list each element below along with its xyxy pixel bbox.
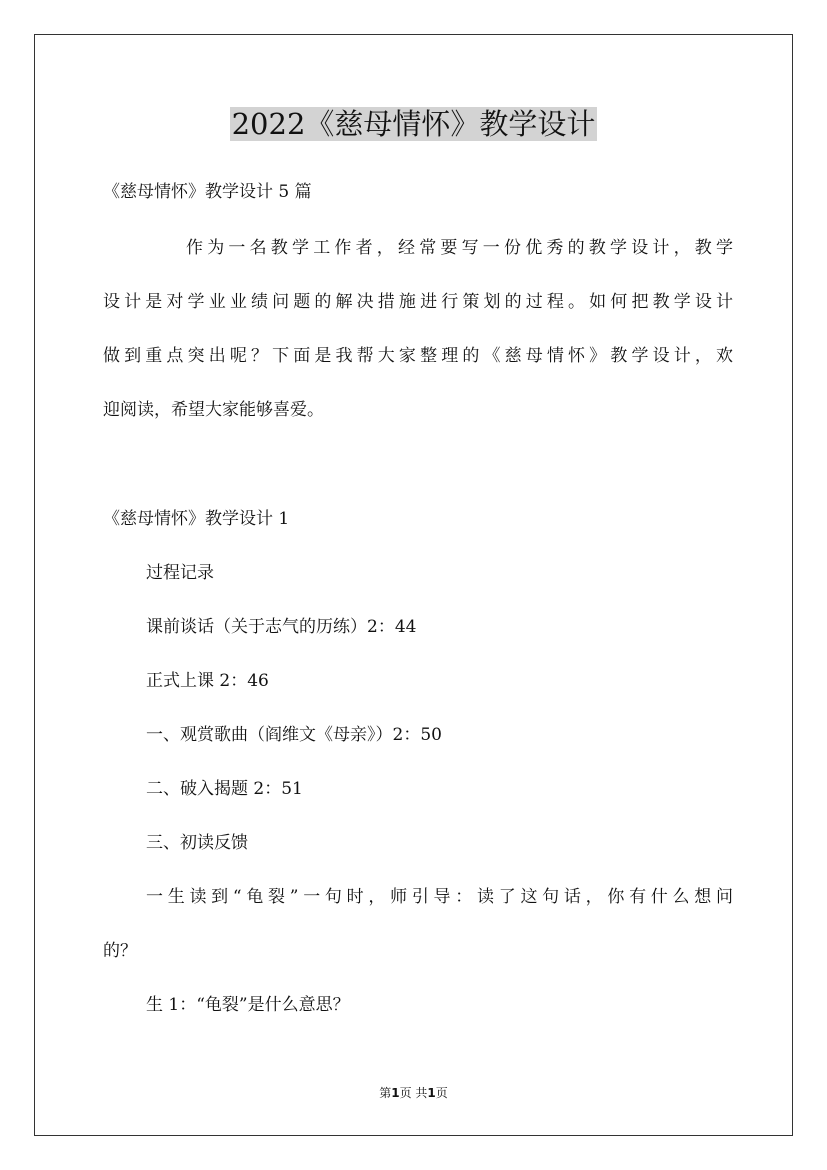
paragraph-line-1: 一生读到“龟裂”一句时，师引导：读了这句话，你有什么想问 — [146, 887, 733, 907]
intro-line-1: 作为一名教学工作者，经常要写一份优秀的教学设计，教学 — [186, 238, 733, 258]
section-line-5: 二、破入揭题 2：51 — [146, 779, 303, 799]
section-line-3: 正式上课 2：46 — [146, 671, 269, 691]
section-heading: 《慈母情怀》教学设计 1 — [103, 509, 290, 529]
footer-suffix: 页 — [435, 1086, 448, 1100]
section-line-1: 过程记录 — [146, 563, 214, 583]
section-line-4: 一、观赏歌曲（阎维文《母亲》）2：50 — [146, 725, 442, 745]
footer-mid: 页 共 — [399, 1086, 428, 1100]
paragraph-line-3: 生 1：“龟裂”是什么意思？ — [146, 995, 350, 1015]
section-line-2: 课前谈话（关于志气的历练）2：44 — [146, 617, 417, 637]
footer-page-total: 1 — [427, 1086, 436, 1100]
document-subtitle: 《慈母情怀》教学设计 5 篇 — [103, 182, 312, 202]
document-title: 2022《慈母情怀》教学设计 — [231, 107, 596, 141]
footer-page-number: 1 — [391, 1086, 400, 1100]
intro-line-2: 设计是对学业业绩问题的解决措施进行策划的过程。如何把教学设计 — [103, 292, 733, 312]
intro-line-4: 迎阅读，希望大家能够喜爱。 — [103, 400, 324, 420]
footer-prefix: 第 — [379, 1086, 392, 1100]
intro-line-3: 做到重点突出呢？下面是我帮大家整理的《慈母情怀》教学设计，欢 — [103, 346, 733, 366]
section-line-6: 三、初读反馈 — [146, 833, 248, 853]
page-footer — [0, 1084, 827, 1102]
paragraph-line-2: 的？ — [103, 941, 137, 961]
